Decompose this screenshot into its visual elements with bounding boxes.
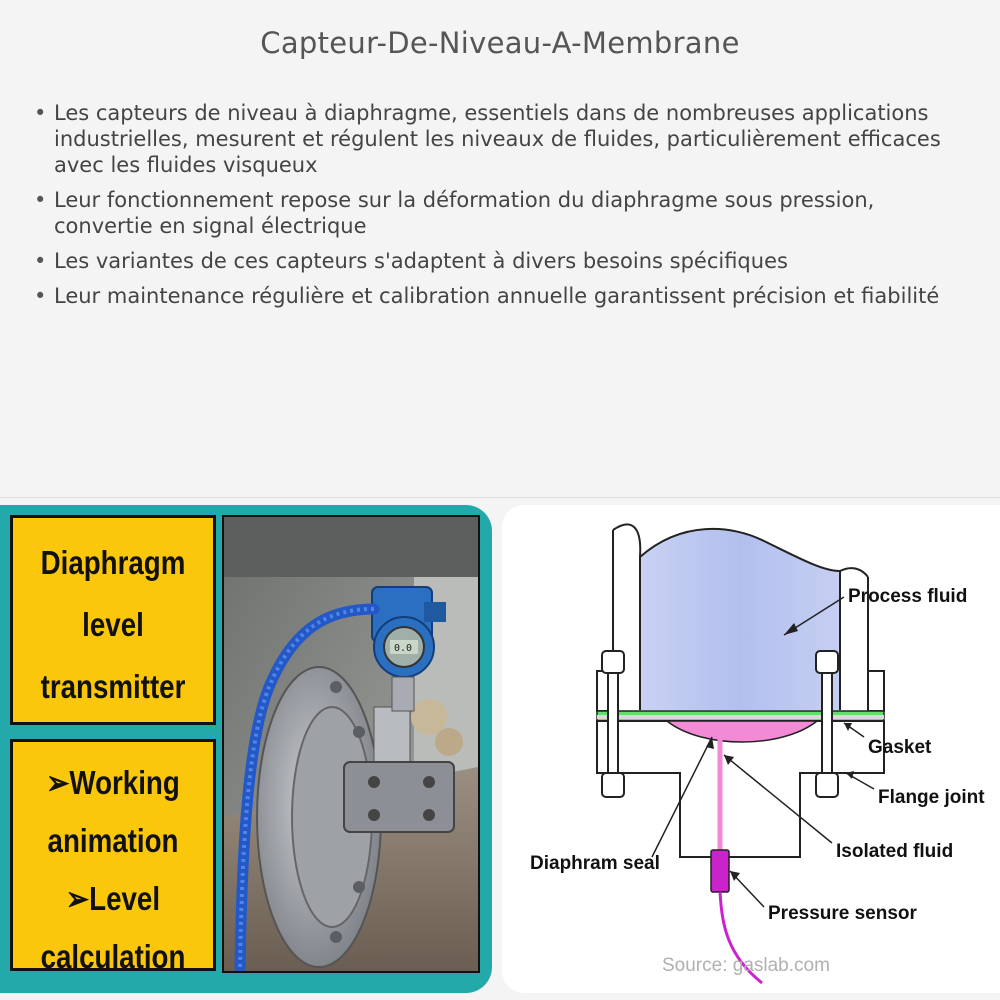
title-card	[10, 515, 216, 725]
diaphragm-seal-diagram	[502, 505, 1000, 993]
topics-card	[10, 739, 216, 975]
card-line: level	[82, 606, 144, 643]
page-title: Capteur-De-Niveau-A-Membrane	[260, 26, 740, 60]
label-isolated-fluid: Isolated fluid	[836, 841, 954, 862]
thumbnail-panel	[0, 505, 492, 993]
label-pressure-sensor: Pressure sensor	[768, 903, 917, 924]
card-line: ➢Level	[65, 880, 161, 917]
card-line: calculation	[40, 938, 186, 975]
bullet-item: • Les variantes de ces capteurs s'adaptent à divers besoins spécifiques	[32, 248, 952, 274]
bullet-item: • Les capteurs de niveau à diaphragme, essentiels dans de nombreuses applications industrielles, mesurent et régulent les niveaux de fluides, particulièrement efficaces avec les fluides visqueux	[32, 100, 952, 178]
display-reading: 0.0	[394, 643, 413, 654]
section-divider	[0, 497, 1000, 498]
label-process-fluid: Process fluid	[848, 586, 968, 607]
card-line: transmitter	[40, 668, 186, 705]
bullet-list	[32, 100, 952, 318]
label-gasket: Gasket	[868, 737, 932, 758]
bullet-item: • Leur fonctionnement repose sur la déformation du diaphragme sous pression, convertie en signal électrique	[32, 187, 952, 239]
diagram-panel	[502, 505, 1000, 993]
transmitter-photo	[222, 515, 480, 973]
transmitter-photo-drawing	[224, 517, 478, 971]
label-diaphram-seal: Diaphram seal	[530, 853, 660, 874]
bullet-item: • Leur maintenance régulière et calibration annuelle garantissent précision et fiabilité	[32, 283, 952, 309]
card-line: ➢Working	[46, 764, 180, 801]
card-line: animation	[47, 822, 179, 859]
source-credit: Source: gaslab.com	[662, 955, 830, 976]
label-flange-joint: Flange joint	[878, 787, 985, 808]
card-line: Diaphragm	[40, 544, 186, 581]
